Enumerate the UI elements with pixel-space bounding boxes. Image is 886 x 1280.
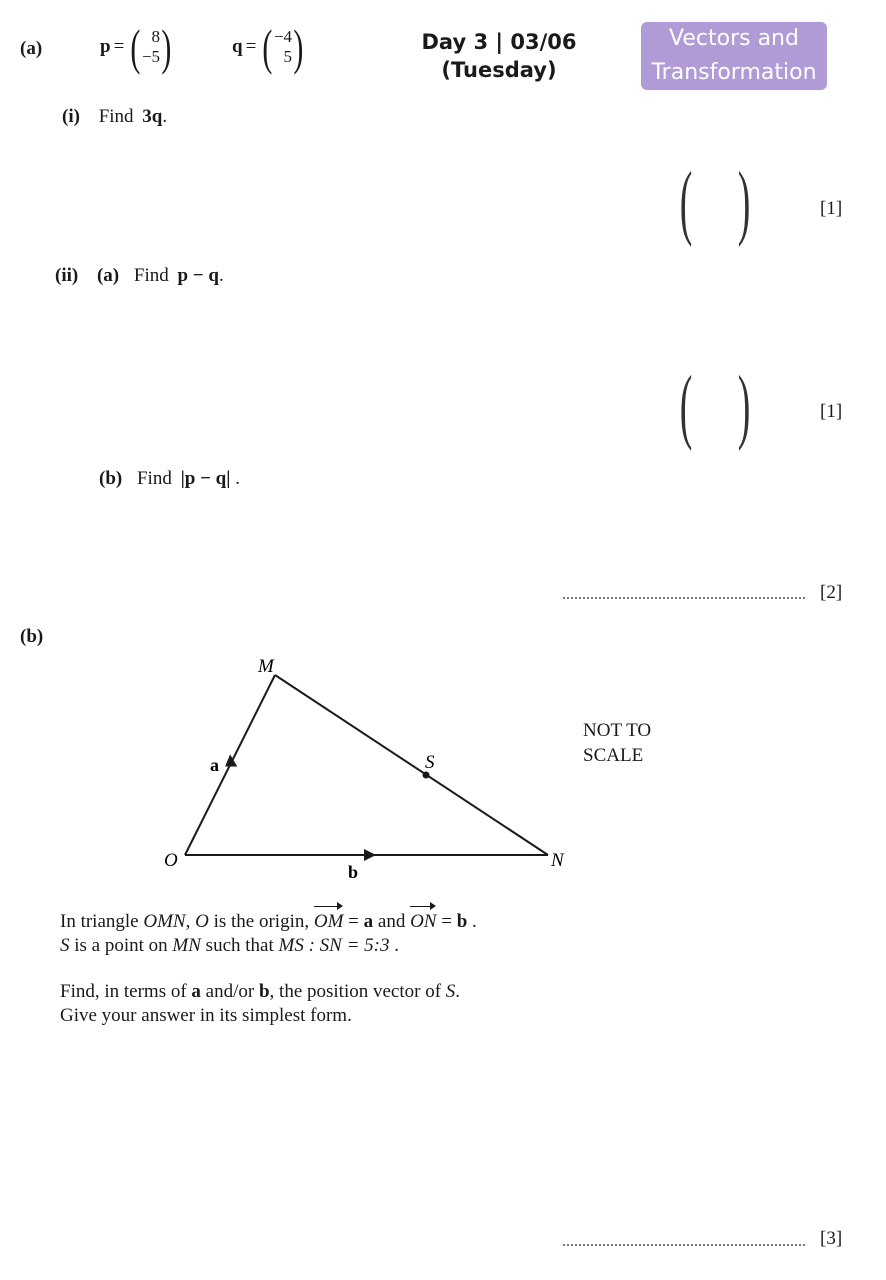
note-line-2: SCALE: [583, 745, 644, 766]
topic-line-2: Transformation: [651, 60, 817, 85]
answer-vector-box-ii-a[interactable]: [672, 359, 758, 452]
text: , the position vector of: [269, 981, 446, 1002]
vector-on: ON: [410, 911, 437, 932]
text: .: [467, 911, 477, 932]
triangle-diagram: [150, 650, 590, 890]
right-paren: ): [737, 359, 751, 452]
part-b-statement: [60, 910, 477, 1028]
label-n: N: [551, 850, 564, 871]
iia-text: Find: [133, 265, 169, 286]
text: b: [456, 911, 468, 932]
right-paren: ): [161, 19, 172, 75]
ii-label: (ii): [55, 265, 79, 286]
statement-line-2: [60, 934, 477, 958]
vector-om: OM: [313, 911, 344, 932]
text: S: [445, 981, 456, 1002]
p-top: 8: [151, 27, 161, 46]
ratio: MS : SN = 5:3: [278, 935, 390, 956]
text: is a point on: [69, 935, 173, 956]
mark-i: [1]: [820, 198, 843, 219]
text: and: [373, 911, 411, 932]
text: a: [363, 911, 374, 932]
vector-q: [232, 19, 307, 75]
text: =: [436, 911, 457, 932]
statement-line-1: [60, 910, 477, 934]
i-label: (i): [62, 106, 80, 127]
arrow-a-icon: [221, 754, 238, 772]
mark-ii-a: [1]: [820, 401, 843, 422]
question-a-ii-b: (b) Find |p − q| .: [99, 468, 240, 489]
text: S: [60, 935, 70, 956]
vector-p: [100, 19, 175, 75]
label-m: M: [258, 656, 274, 677]
question-a-i: (i) Find 3q.: [62, 106, 168, 127]
q-equals: =: [245, 36, 257, 57]
iib-expr: |p − q|: [180, 468, 231, 489]
right-paren: ): [293, 19, 304, 75]
page-header: [420, 28, 578, 84]
label-s: S: [425, 752, 435, 773]
q-column: [259, 19, 306, 75]
q-top: −4: [273, 27, 293, 46]
left-paren: (: [130, 19, 141, 75]
topic-tag: [641, 22, 827, 90]
text: =: [343, 911, 364, 932]
iia-expr: p − q: [177, 265, 219, 286]
text: and/or: [200, 981, 259, 1002]
text: b: [258, 981, 270, 1002]
i-expr: 3q: [142, 106, 163, 127]
note-line-1: NOT TO: [583, 720, 652, 741]
q-name: q: [232, 36, 243, 57]
answer-line-b[interactable]: [563, 1244, 805, 1246]
part-a-label: (a): [20, 38, 43, 59]
i-text: Find: [98, 106, 134, 127]
question-a-ii-a: (ii) (a) Find p − q.: [55, 265, 224, 286]
not-to-scale-note: [583, 718, 651, 768]
text: In triangle: [60, 911, 144, 932]
mark-ii-b: [2]: [820, 582, 843, 603]
p-column: [127, 19, 174, 75]
text: Find, in terms of: [60, 981, 192, 1002]
left-paren: (: [262, 19, 273, 75]
label-a: a: [210, 755, 219, 775]
p-bottom: −5: [141, 47, 161, 66]
iib-label: (b): [99, 468, 123, 489]
p-equals: =: [113, 36, 125, 57]
text: MN: [172, 935, 201, 956]
topic-line-1: Vectors and: [669, 26, 799, 51]
left-paren: (: [679, 155, 693, 248]
part-b-label: (b): [20, 626, 44, 647]
text: OMN: [143, 911, 186, 932]
text: O: [195, 911, 209, 932]
right-paren: ): [737, 155, 751, 248]
edge-mn: [275, 675, 548, 855]
iib-text: Find: [136, 468, 172, 489]
day-date: Day 3 | 03/06: [421, 30, 577, 54]
text: such that: [200, 935, 279, 956]
iia-label: (a): [96, 265, 120, 286]
answer-line-ii-b[interactable]: [563, 597, 805, 599]
left-paren: (: [679, 359, 693, 452]
statement-line-4: Give your answer in its simplest form.: [60, 1005, 352, 1026]
text: .: [389, 935, 399, 956]
label-o: O: [164, 850, 178, 871]
text: is the origin,: [208, 911, 314, 932]
weekday: (Tuesday): [441, 58, 557, 82]
arrow-b-icon: [364, 849, 376, 861]
statement-line-3: [60, 980, 477, 1004]
p-name: p: [100, 36, 111, 57]
text: ,: [185, 911, 196, 932]
text: a: [191, 981, 201, 1002]
text: .: [455, 981, 461, 1002]
label-b: b: [348, 862, 359, 882]
mark-b: [3]: [820, 1228, 843, 1249]
answer-vector-box-i[interactable]: [672, 155, 758, 248]
q-bottom: 5: [283, 47, 293, 66]
